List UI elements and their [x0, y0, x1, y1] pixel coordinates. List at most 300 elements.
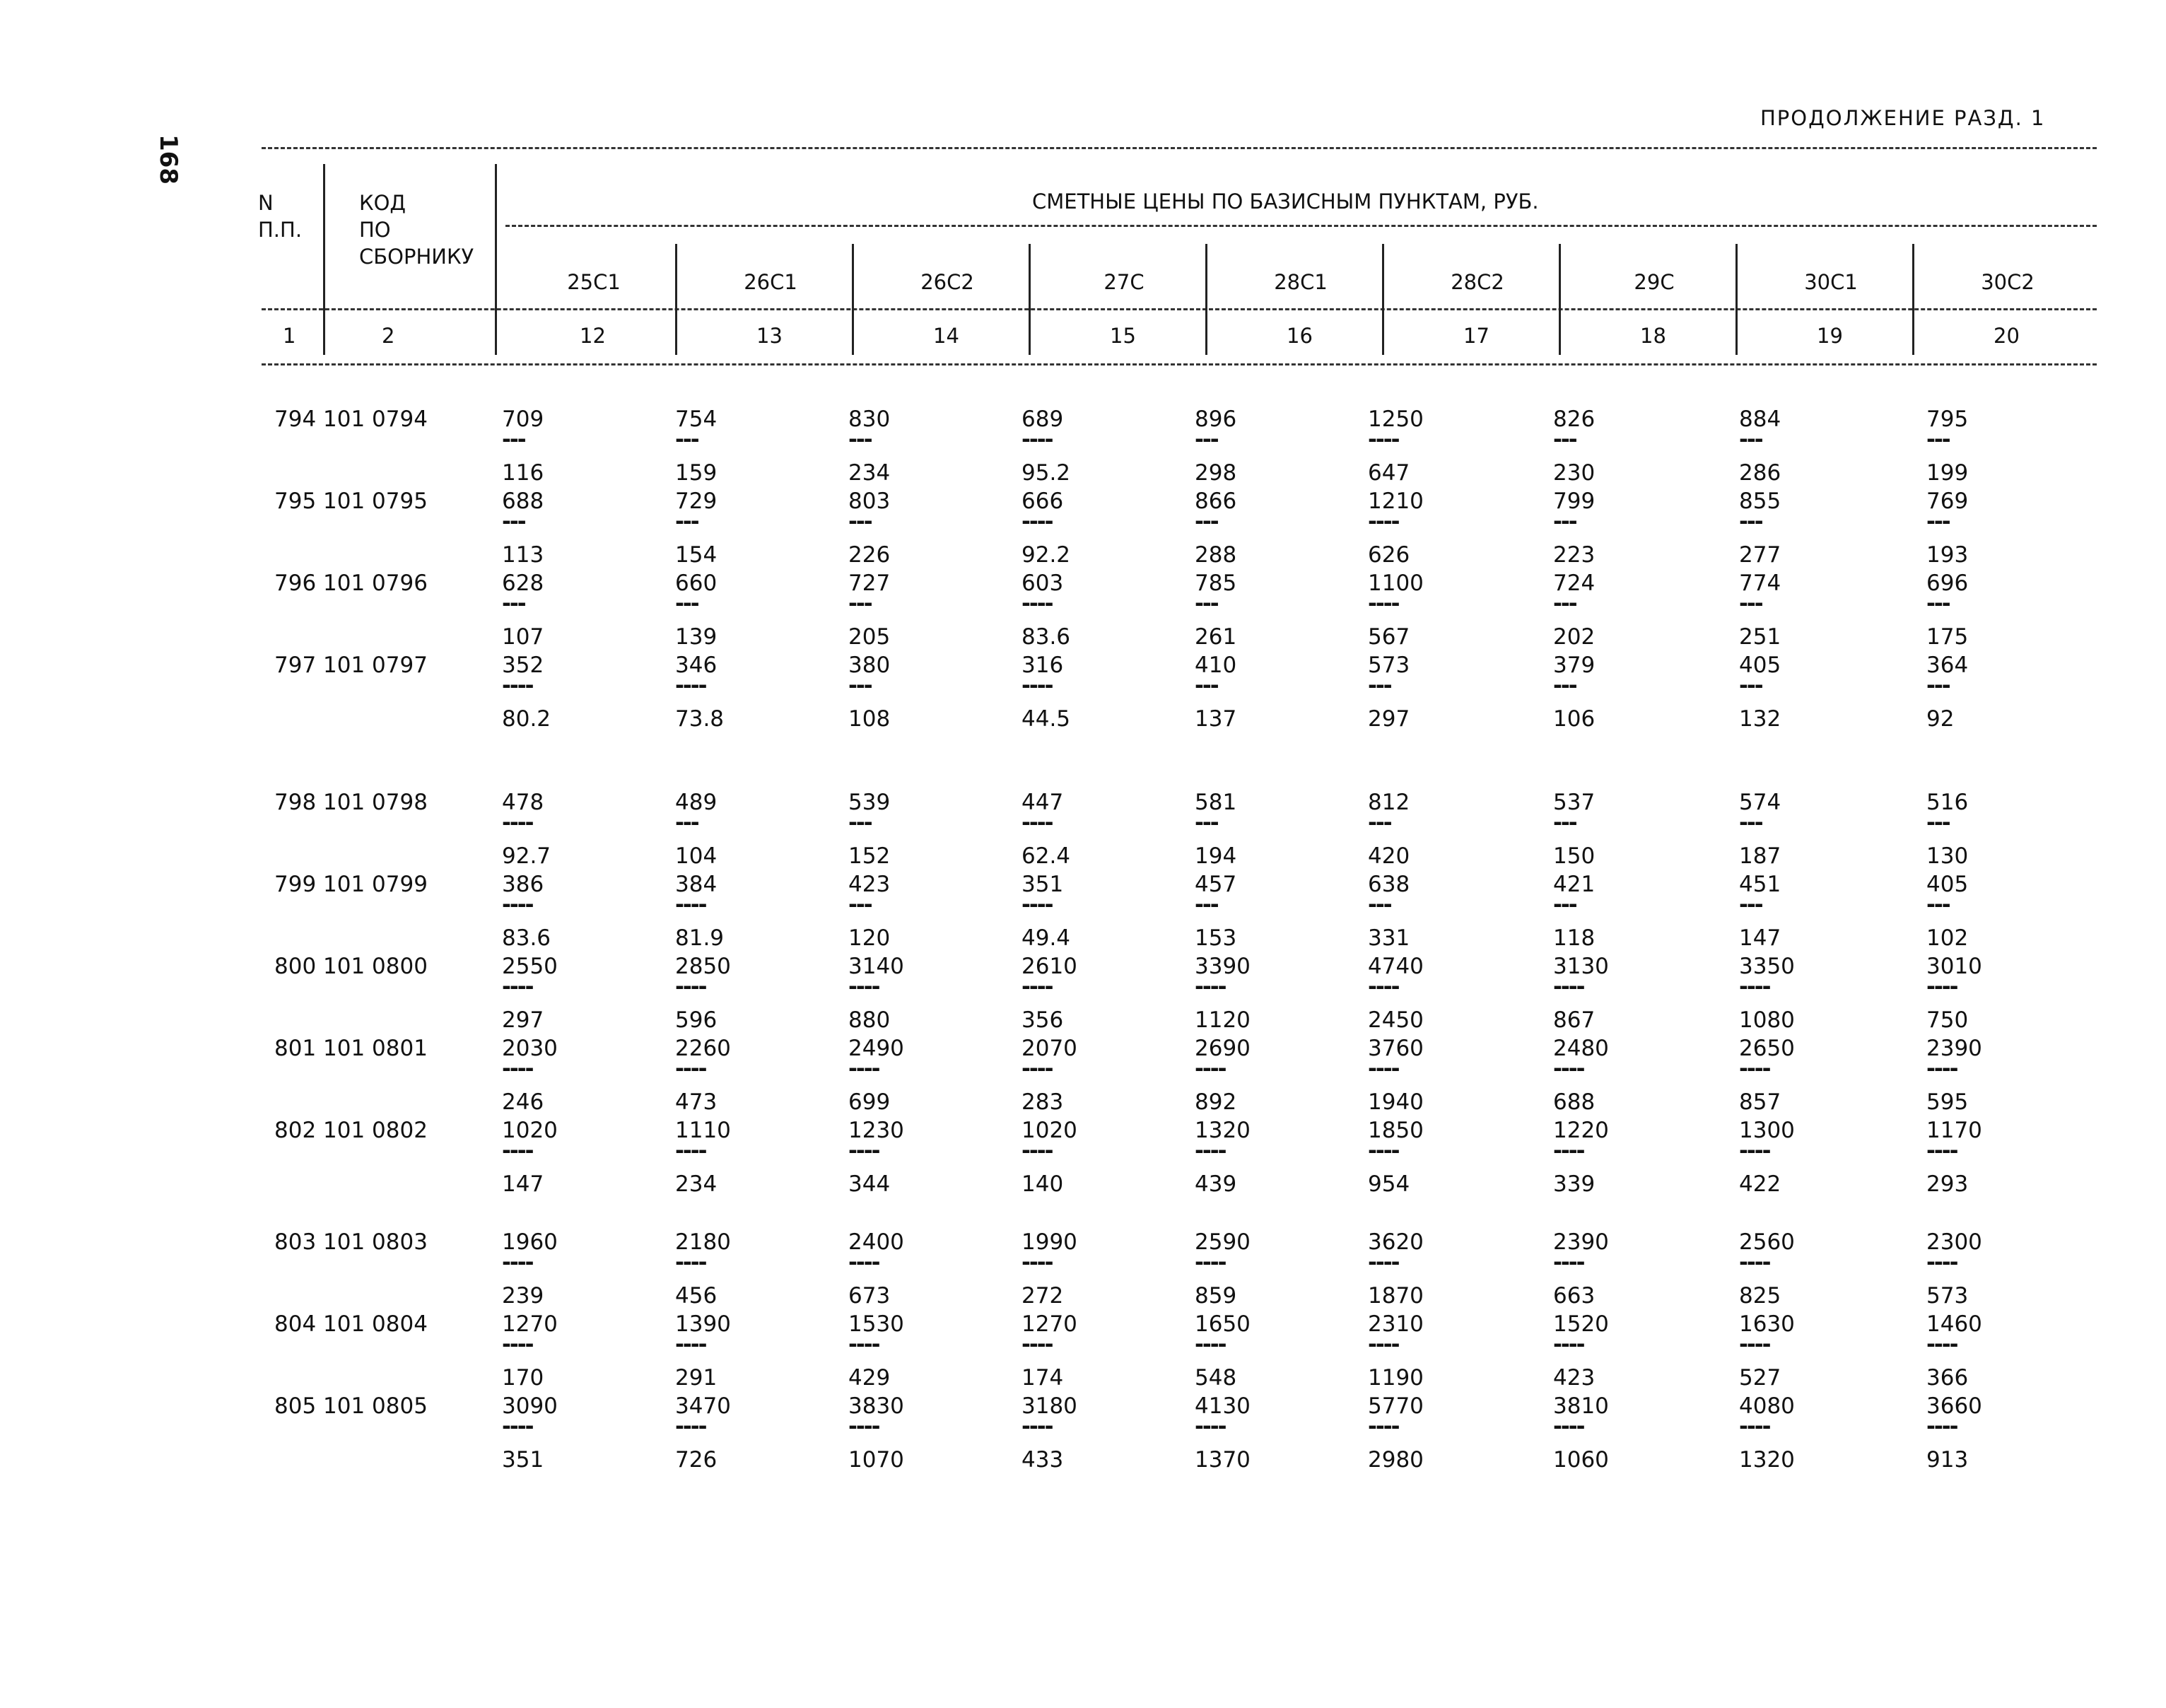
price-value-bottom: 366	[1926, 1365, 1969, 1391]
price-value-top: 1170	[1926, 1118, 1982, 1143]
price-cell	[1021, 406, 1135, 486]
price-value-bottom: 456	[675, 1283, 718, 1309]
point-header: 30С2	[1981, 270, 2035, 294]
price-value-top: 2390	[1926, 1036, 1982, 1061]
fraction-dash: ----	[675, 892, 706, 918]
price-cell	[1021, 570, 1135, 650]
row-label: 803 101 0803	[274, 1229, 428, 1255]
price-value-top: 384	[675, 872, 718, 897]
fraction-dash: ---	[675, 427, 698, 452]
fraction-dash: ---	[848, 427, 872, 452]
fraction-dash: ----	[1553, 1138, 1584, 1164]
price-cell	[1553, 570, 1666, 650]
price-value-bottom: 246	[502, 1089, 544, 1115]
price-cell	[1195, 570, 1308, 650]
price-value-top: 830	[848, 406, 891, 432]
price-value-bottom: 567	[1368, 624, 1410, 650]
price-cell	[1739, 1229, 1852, 1309]
row-label: 799 101 0799	[274, 872, 428, 897]
price-value-bottom: 92.2	[1021, 542, 1071, 568]
fraction-dash: ----	[1195, 1056, 1226, 1082]
price-value-top: 2180	[675, 1229, 731, 1255]
price-cell	[502, 1035, 615, 1116]
fraction-dash: ---	[848, 509, 872, 534]
fraction-dash: ----	[1021, 892, 1053, 918]
price-cell	[1739, 871, 1852, 952]
price-cell	[1368, 570, 1481, 650]
fraction-dash: ---	[1553, 427, 1576, 452]
fraction-dash: ---	[1368, 892, 1391, 918]
price-value-top: 709	[502, 406, 544, 432]
fraction-dash: ----	[1553, 1332, 1584, 1357]
price-value-bottom: 154	[675, 542, 718, 568]
price-value-top: 896	[1195, 406, 1237, 432]
price-value-top: 3390	[1195, 954, 1251, 979]
row-label: 802 101 0802	[274, 1118, 428, 1143]
price-value-bottom: 573	[1926, 1283, 1969, 1309]
fraction-dash: ----	[502, 1414, 533, 1439]
price-cell	[502, 406, 615, 486]
price-cell	[1739, 789, 1852, 870]
point-col-divider	[852, 244, 854, 355]
price-value-bottom: 439	[1195, 1171, 1237, 1197]
price-cell	[1195, 953, 1308, 1034]
fraction-dash: ----	[848, 1138, 879, 1164]
price-value-bottom: 420	[1368, 843, 1410, 869]
price-cell	[1021, 1393, 1135, 1473]
price-cell	[848, 406, 961, 486]
fraction-dash: ----	[1926, 1414, 1957, 1439]
price-cell	[1368, 1035, 1481, 1116]
fraction-dash: ----	[1553, 1414, 1584, 1439]
row-label: 804 101 0804	[274, 1311, 428, 1337]
fraction-dash: ----	[675, 1332, 706, 1357]
price-value-top: 4080	[1739, 1393, 1795, 1419]
header-n-label: N	[258, 191, 274, 215]
fraction-dash: ---	[1553, 810, 1576, 836]
fraction-dash: ----	[1021, 1250, 1053, 1275]
price-cell	[1553, 406, 1666, 486]
price-cell	[1926, 871, 2039, 952]
price-value-top: 866	[1195, 489, 1237, 514]
price-value-top: 795	[1926, 406, 1969, 432]
price-value-top: 3090	[502, 1393, 558, 1419]
price-value-bottom: 422	[1739, 1171, 1781, 1197]
fraction-dash: ---	[1739, 591, 1762, 616]
price-value-bottom: 80.2	[502, 706, 551, 732]
price-value-bottom: 1940	[1368, 1089, 1424, 1115]
price-value-top: 2610	[1021, 954, 1077, 979]
fraction-dash: ----	[1368, 1414, 1399, 1439]
fraction-dash: ---	[502, 591, 525, 616]
price-value-bottom: 202	[1553, 624, 1596, 650]
row-label: 796 101 0796	[274, 571, 428, 596]
fraction-dash: ---	[675, 810, 698, 836]
price-cell	[848, 871, 961, 952]
price-value-bottom: 153	[1195, 925, 1237, 951]
fraction-dash: ----	[502, 1138, 533, 1164]
price-cell	[848, 1393, 961, 1473]
price-cell	[1553, 1035, 1666, 1116]
price-cell	[1368, 406, 1481, 486]
price-value-top: 3660	[1926, 1393, 1982, 1419]
column-number: 19	[1817, 324, 1843, 348]
price-cell	[1739, 488, 1852, 568]
price-value-bottom: 825	[1739, 1283, 1781, 1309]
price-value-bottom: 83.6	[1021, 624, 1071, 650]
fraction-dash: ----	[502, 673, 533, 698]
price-cell	[848, 1117, 961, 1198]
point-col-divider	[1912, 244, 1914, 355]
price-value-top: 855	[1739, 489, 1781, 514]
row-label: 797 101 0797	[274, 653, 428, 678]
price-value-top: 2560	[1739, 1229, 1795, 1255]
price-value-top: 1020	[502, 1118, 558, 1143]
price-cell	[1368, 871, 1481, 952]
fraction-dash: ---	[1926, 810, 1950, 836]
price-value-top: 405	[1926, 872, 1969, 897]
price-value-top: 1530	[848, 1311, 904, 1337]
column-number: 18	[1640, 324, 1666, 348]
price-value-top: 3810	[1553, 1393, 1609, 1419]
price-cell	[1021, 488, 1135, 568]
price-cell	[1368, 1393, 1481, 1473]
price-value-top: 405	[1739, 653, 1781, 678]
price-value-top: 3470	[675, 1393, 731, 1419]
price-value-bottom: 673	[848, 1283, 891, 1309]
fraction-dash: ----	[1195, 1332, 1226, 1357]
price-value-top: 769	[1926, 489, 1969, 514]
fraction-dash: ---	[1926, 892, 1950, 918]
price-cell	[848, 953, 961, 1034]
price-value-bottom: 288	[1195, 542, 1237, 568]
price-cell	[1739, 1311, 1852, 1391]
price-value-bottom: 351	[502, 1447, 544, 1473]
price-cell	[1926, 1393, 2039, 1473]
header-code-label-2: ПО	[359, 218, 391, 242]
price-value-bottom: 595	[1926, 1089, 1969, 1115]
header-column-rule	[262, 308, 2097, 310]
price-value-top: 4130	[1195, 1393, 1251, 1419]
price-value-bottom: 647	[1368, 460, 1410, 486]
price-value-top: 1300	[1739, 1118, 1795, 1143]
price-value-bottom: 205	[848, 624, 891, 650]
header-top-rule	[262, 147, 2097, 149]
point-col-divider	[1559, 244, 1561, 355]
price-value-top: 724	[1553, 571, 1596, 596]
fraction-dash: ---	[1195, 810, 1218, 836]
price-value-top: 2690	[1195, 1036, 1251, 1061]
price-value-bottom: 750	[1926, 1007, 1969, 1033]
price-cell	[1739, 406, 1852, 486]
fraction-dash: ---	[1195, 509, 1218, 534]
price-cell	[1926, 406, 2039, 486]
price-cell	[1368, 789, 1481, 870]
price-value-top: 2400	[848, 1229, 904, 1255]
price-cell	[1021, 871, 1135, 952]
price-value-bottom: 92	[1926, 706, 1955, 732]
price-cell	[675, 1229, 788, 1309]
price-value-bottom: 193	[1926, 542, 1969, 568]
price-value-bottom: 175	[1926, 624, 1969, 650]
price-value-bottom: 187	[1739, 843, 1781, 869]
price-value-top: 1270	[1021, 1311, 1077, 1337]
price-cell	[1021, 1311, 1135, 1391]
price-value-top: 2590	[1195, 1229, 1251, 1255]
fraction-dash: ---	[848, 591, 872, 616]
price-value-top: 2390	[1553, 1229, 1609, 1255]
price-value-bottom: 106	[1553, 706, 1596, 732]
price-value-bottom: 194	[1195, 843, 1237, 869]
price-cell	[675, 570, 788, 650]
fraction-dash: ----	[1739, 1250, 1770, 1275]
page-number: 168	[154, 134, 182, 185]
price-value-top: 537	[1553, 790, 1596, 815]
price-value-top: 364	[1926, 653, 1969, 678]
column-number: 13	[756, 324, 783, 348]
price-value-bottom: 527	[1739, 1365, 1781, 1391]
fraction-dash: ---	[675, 591, 698, 616]
fraction-dash: ----	[1021, 1414, 1053, 1439]
fraction-dash: ----	[1021, 974, 1053, 1000]
price-value-top: 638	[1368, 872, 1410, 897]
price-value-bottom: 688	[1553, 1089, 1596, 1115]
price-value-top: 1390	[675, 1311, 731, 1337]
price-value-top: 1990	[1021, 1229, 1077, 1255]
price-cell	[1021, 652, 1135, 732]
fraction-dash: ---	[1739, 892, 1762, 918]
price-value-bottom: 429	[848, 1365, 891, 1391]
price-cell	[848, 789, 961, 870]
price-cell	[1926, 1117, 2039, 1198]
fraction-dash: ----	[1021, 509, 1053, 534]
price-value-bottom: 1120	[1195, 1007, 1251, 1033]
fraction-dash: ---	[1553, 673, 1576, 698]
price-value-bottom: 130	[1926, 843, 1969, 869]
price-value-top: 1210	[1368, 489, 1424, 514]
price-cell	[675, 953, 788, 1034]
col-divider-code	[495, 164, 497, 355]
fraction-dash: ---	[1739, 427, 1762, 452]
fraction-dash: ----	[675, 1056, 706, 1082]
price-value-bottom: 140	[1021, 1171, 1064, 1197]
price-cell	[1195, 789, 1308, 870]
price-value-bottom: 1870	[1368, 1283, 1424, 1309]
price-value-top: 3140	[848, 954, 904, 979]
price-cell	[502, 953, 615, 1034]
price-value-top: 2310	[1368, 1311, 1424, 1337]
fraction-dash: ----	[675, 974, 706, 1000]
price-cell	[675, 488, 788, 568]
price-value-top: 3620	[1368, 1229, 1424, 1255]
price-value-top: 423	[848, 872, 891, 897]
price-cell	[1195, 1229, 1308, 1309]
header-code-label-3: СБОРНИКУ	[359, 245, 474, 269]
price-cell	[675, 1311, 788, 1391]
column-number: 12	[580, 324, 606, 348]
price-value-bottom: 108	[848, 706, 891, 732]
fraction-dash: ----	[1368, 591, 1399, 616]
fraction-dash: ----	[1739, 1056, 1770, 1082]
price-cell	[502, 652, 615, 732]
point-header: 28С1	[1274, 270, 1328, 294]
price-cell	[1926, 789, 2039, 870]
fraction-dash: ---	[1195, 427, 1218, 452]
fraction-dash: ----	[1739, 1414, 1770, 1439]
price-cell	[502, 1117, 615, 1198]
price-value-top: 2850	[675, 954, 731, 979]
price-value-bottom: 1070	[848, 1447, 904, 1473]
fraction-dash: ---	[1195, 591, 1218, 616]
price-cell	[675, 1393, 788, 1473]
price-cell	[502, 488, 615, 568]
fraction-dash: ----	[502, 1332, 533, 1357]
fraction-dash: ----	[1553, 974, 1584, 1000]
price-value-bottom: 102	[1926, 925, 1969, 951]
price-value-top: 3130	[1553, 954, 1609, 979]
fraction-dash: ---	[1926, 591, 1950, 616]
price-value-top: 1250	[1368, 406, 1424, 432]
price-value-bottom: 104	[675, 843, 718, 869]
price-cell	[848, 488, 961, 568]
price-value-bottom: 291	[675, 1365, 718, 1391]
column-number: 14	[933, 324, 959, 348]
price-value-bottom: 2980	[1368, 1447, 1424, 1473]
fraction-dash: ----	[502, 974, 533, 1000]
price-value-bottom: 147	[1739, 925, 1781, 951]
price-cell	[1021, 789, 1135, 870]
price-cell	[1195, 1035, 1308, 1116]
price-cell	[1739, 652, 1852, 732]
price-value-bottom: 663	[1553, 1283, 1596, 1309]
fraction-dash: ----	[1368, 1056, 1399, 1082]
price-value-bottom: 223	[1553, 542, 1596, 568]
price-cell	[1926, 1035, 2039, 1116]
price-cell	[502, 1229, 615, 1309]
fraction-dash: ---	[1553, 509, 1576, 534]
header-code-label-1: КОД	[359, 191, 406, 215]
price-value-bottom: 913	[1926, 1447, 1969, 1473]
price-value-top: 346	[675, 653, 718, 678]
fraction-dash: ----	[848, 1332, 879, 1357]
fraction-dash: ----	[1195, 1138, 1226, 1164]
price-value-bottom: 859	[1195, 1283, 1237, 1309]
fraction-dash: ----	[848, 974, 879, 1000]
price-value-top: 1270	[502, 1311, 558, 1337]
price-value-bottom: 297	[502, 1007, 544, 1033]
price-value-bottom: 49.4	[1021, 925, 1071, 951]
price-value-bottom: 892	[1195, 1089, 1237, 1115]
price-cell	[1368, 1229, 1481, 1309]
price-value-top: 1220	[1553, 1118, 1609, 1143]
fraction-dash: ---	[1926, 673, 1950, 698]
price-cell	[848, 1229, 961, 1309]
price-value-bottom: 118	[1553, 925, 1596, 951]
price-cell	[1553, 488, 1666, 568]
point-header: 28С2	[1451, 270, 1504, 294]
fraction-dash: ----	[1368, 1332, 1399, 1357]
price-value-bottom: 344	[848, 1171, 891, 1197]
price-value-top: 1110	[675, 1118, 731, 1143]
price-value-top: 2650	[1739, 1036, 1795, 1061]
price-value-top: 1960	[502, 1229, 558, 1255]
fraction-dash: ---	[1926, 509, 1950, 534]
price-value-top: 660	[675, 571, 718, 596]
price-value-bottom: 120	[848, 925, 891, 951]
continuation-label: ПРОДОЛЖЕНИЕ РАЗД. 1	[1760, 106, 2046, 130]
fraction-dash: ----	[675, 1414, 706, 1439]
price-cell	[1739, 1117, 1852, 1198]
price-value-bottom: 1080	[1739, 1007, 1795, 1033]
fraction-dash: ----	[1021, 810, 1053, 836]
fraction-dash: ---	[848, 673, 872, 698]
price-cell	[1368, 652, 1481, 732]
price-value-top: 447	[1021, 790, 1064, 815]
price-value-bottom: 44.5	[1021, 706, 1071, 732]
price-value-top: 785	[1195, 571, 1237, 596]
price-value-top: 516	[1926, 790, 1969, 815]
fraction-dash: ---	[1553, 892, 1576, 918]
fraction-dash: ---	[502, 427, 525, 452]
price-value-bottom: 230	[1553, 460, 1596, 486]
price-value-bottom: 234	[675, 1171, 718, 1197]
price-value-bottom: 251	[1739, 624, 1781, 650]
price-value-top: 316	[1021, 653, 1064, 678]
price-value-top: 1320	[1195, 1118, 1251, 1143]
row-label: 805 101 0805	[274, 1393, 428, 1419]
fraction-dash: ----	[1926, 974, 1957, 1000]
price-value-top: 1230	[848, 1118, 904, 1143]
fraction-dash: ---	[848, 810, 872, 836]
point-header: 25С1	[567, 270, 621, 294]
price-cell	[1021, 1117, 1135, 1198]
price-cell	[1195, 1311, 1308, 1391]
fraction-dash: ---	[1739, 810, 1762, 836]
price-value-top: 689	[1021, 406, 1064, 432]
fraction-dash: ---	[675, 509, 698, 534]
price-value-top: 2490	[848, 1036, 904, 1061]
price-value-bottom: 433	[1021, 1447, 1064, 1473]
point-col-divider	[1382, 244, 1384, 355]
point-col-divider	[675, 244, 677, 355]
fraction-dash: ----	[848, 1056, 879, 1082]
price-value-top: 379	[1553, 653, 1596, 678]
price-value-bottom: 473	[675, 1089, 718, 1115]
fraction-dash: ----	[1021, 1138, 1053, 1164]
price-value-bottom: 880	[848, 1007, 891, 1033]
price-value-bottom: 726	[675, 1447, 718, 1473]
price-cell	[848, 1035, 961, 1116]
fraction-dash: ----	[1368, 974, 1399, 1000]
price-cell	[1195, 1117, 1308, 1198]
price-value-top: 574	[1739, 790, 1781, 815]
fraction-dash: ----	[1368, 1138, 1399, 1164]
price-value-top: 421	[1553, 872, 1596, 897]
price-value-top: 688	[502, 489, 544, 514]
column-number: 2	[382, 324, 395, 348]
fraction-dash: ---	[1553, 591, 1576, 616]
price-value-top: 2030	[502, 1036, 558, 1061]
price-value-top: 2300	[1926, 1229, 1982, 1255]
price-value-bottom: 139	[675, 624, 718, 650]
price-value-bottom: 699	[848, 1089, 891, 1115]
price-value-top: 351	[1021, 872, 1064, 897]
price-value-top: 2480	[1553, 1036, 1609, 1061]
price-value-bottom: 293	[1926, 1171, 1969, 1197]
row-label: 794 101 0794	[274, 406, 428, 432]
fraction-dash: ---	[1368, 673, 1391, 698]
price-value-bottom: 339	[1553, 1171, 1596, 1197]
